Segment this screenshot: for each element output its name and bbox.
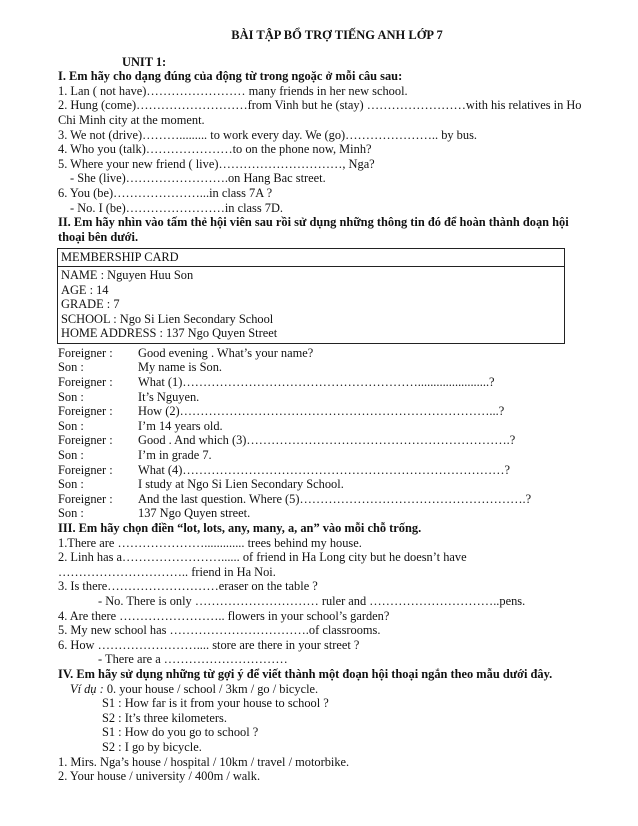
card-title: MEMBERSHIP CARD bbox=[58, 250, 564, 267]
speaker: Foreigner : bbox=[58, 345, 113, 360]
worksheet-page bbox=[58, 28, 598, 784]
exercise-line: 5. My new school has …………………………….of classrooms. bbox=[58, 623, 381, 638]
speaker: Son : bbox=[58, 389, 84, 404]
dialogue-line bbox=[58, 433, 598, 448]
exercise-line: 2. Your house / university / 400m / walk. bbox=[58, 769, 261, 784]
dialogue-line bbox=[58, 419, 598, 434]
example-line: S1 : How far is it from your house to school ? bbox=[102, 696, 329, 711]
card-row: SCHOOL : Ngo Si Lien Secondary School bbox=[61, 311, 274, 326]
dialogue-line bbox=[58, 477, 598, 492]
example-cue-line bbox=[58, 682, 598, 697]
example-line: S2 : I go by bicycle. bbox=[102, 739, 202, 754]
card-row: NAME : Nguyen Huu Son bbox=[61, 267, 194, 282]
exercise-line: 2. Hung (come)………………………from Vinh but he (stay) ……………………with his relatives in Ho Chi Minh city at the moment. bbox=[58, 98, 582, 127]
example-line: S1 : How do you go to school ? bbox=[102, 725, 259, 740]
example-cue: 0. your house / school / 3km / go / bicycle. bbox=[103, 681, 319, 696]
exercise-line: 6. How …………………….... store are there in your street ? bbox=[58, 637, 360, 652]
section1-heading: I. Em hãy cho dạng đúng của động từ trong ngoặc ở mỗi câu sau: bbox=[58, 69, 403, 84]
exercise-line: - No. I (be)……………………in class 7D. bbox=[70, 200, 284, 215]
exercise-line: - There are a ………………………… bbox=[98, 652, 288, 667]
speaker: Son : bbox=[58, 477, 84, 492]
exercise-line: 4. Are there …………………….. flowers in your school’s garden? bbox=[58, 608, 390, 623]
exercise-line: 1. Lan ( not have)…………………… many friends in her new school. bbox=[58, 83, 408, 98]
utterance: And the last question. Where (5)……………………………………………….? bbox=[138, 491, 532, 506]
exercise-line: ………………………….. friend in Ha Noi. bbox=[58, 564, 276, 579]
speaker: Son : bbox=[58, 360, 84, 375]
utterance: I’m 14 years old. bbox=[138, 418, 223, 433]
utterance: It’s Nguyen. bbox=[138, 389, 200, 404]
utterance: I’m in grade 7. bbox=[138, 448, 212, 463]
exercise-line: 3. Is there………………………eraser on the table ? bbox=[58, 579, 318, 594]
exercise-line: - She (live)…………………….on Hang Bac street. bbox=[70, 171, 326, 186]
speaker: Foreigner : bbox=[58, 491, 113, 506]
dialogue-line bbox=[58, 463, 598, 478]
dialogue-line bbox=[58, 390, 598, 405]
membership-card bbox=[57, 248, 565, 344]
utterance: Good evening . What’s your name? bbox=[138, 345, 314, 360]
card-row: HOME ADDRESS : 137 Ngo Quyen Street bbox=[61, 326, 278, 341]
speaker: Son : bbox=[58, 506, 84, 521]
speaker: Foreigner : bbox=[58, 433, 113, 448]
dialogue bbox=[58, 346, 598, 521]
unit-heading: UNIT 1: bbox=[122, 54, 167, 69]
utterance: My name is Son. bbox=[138, 360, 222, 375]
utterance: What (1)………………………………………………….......................? bbox=[138, 375, 495, 390]
exercise-line: - No. There is only ………………………… ruler and …………………………..pens. bbox=[98, 593, 526, 608]
example-label: Ví dụ : bbox=[70, 681, 104, 696]
utterance: What (4)……………………………………………………………………? bbox=[138, 462, 511, 477]
page-title: BÀI TẬP BỔ TRỢ TIẾNG ANH LỚP 7 bbox=[231, 28, 443, 42]
utterance: How (2)…………………………………………………………………...? bbox=[138, 404, 505, 419]
exercise-line: 6. You (be)…………………...in class 7A ? bbox=[58, 185, 273, 200]
section3-heading: III. Em hãy chọn điền “lot, lots, any, many, a, an” vào mỗi chỗ trống. bbox=[58, 521, 422, 535]
dialogue-line bbox=[58, 404, 598, 419]
utterance: I study at Ngo Si Lien Secondary School. bbox=[138, 477, 344, 492]
exercise-line: 1.There are …………………............. trees behind my house. bbox=[58, 535, 362, 550]
dialogue-line bbox=[58, 492, 598, 507]
speaker: Foreigner : bbox=[58, 462, 113, 477]
exercise-line: 3. We not (drive)………......... to work every day. We (go)………………….. by bus. bbox=[58, 127, 477, 142]
section2-heading: II. Em hãy nhìn vào tấm thẻ hội viên sau rồi sử dụng những thông tin đó để hoàn thành đoạn hội thoại bên dưới. bbox=[58, 215, 569, 244]
utterance: Good . And which (3)……………………………………………………….? bbox=[138, 433, 516, 448]
dialogue-line bbox=[58, 375, 598, 390]
card-row: AGE : 14 bbox=[61, 282, 109, 297]
example-line: S2 : It’s three kilometers. bbox=[102, 710, 227, 725]
speaker: Son : bbox=[58, 448, 84, 463]
utterance: 137 Ngo Quyen street. bbox=[138, 506, 251, 521]
dialogue-line bbox=[58, 346, 598, 361]
card-row: GRADE : 7 bbox=[61, 297, 120, 312]
dialogue-line bbox=[58, 506, 598, 521]
section4-heading: IV. Em hãy sử dụng những từ gợi ý để viết thành một đoạn hội thoại ngắn theo mẫu dưới đây. bbox=[58, 666, 553, 681]
speaker: Foreigner : bbox=[58, 375, 113, 390]
exercise-line: 1. Mirs. Nga’s house / hospital / 10km / travel / motorbike. bbox=[58, 754, 350, 769]
exercise-line: 2. Linh has a……………………...... of friend in Ha Long city but he doesn’t have bbox=[58, 550, 467, 565]
speaker: Son : bbox=[58, 418, 84, 433]
dialogue-line bbox=[58, 360, 598, 375]
exercise-line: 4. Who you (talk)…………………to on the phone now, Minh? bbox=[58, 142, 372, 157]
speaker: Foreigner : bbox=[58, 404, 113, 419]
dialogue-line bbox=[58, 448, 598, 463]
exercise-line: 5. Where your new friend ( live)…………………………, Nga? bbox=[58, 156, 375, 171]
